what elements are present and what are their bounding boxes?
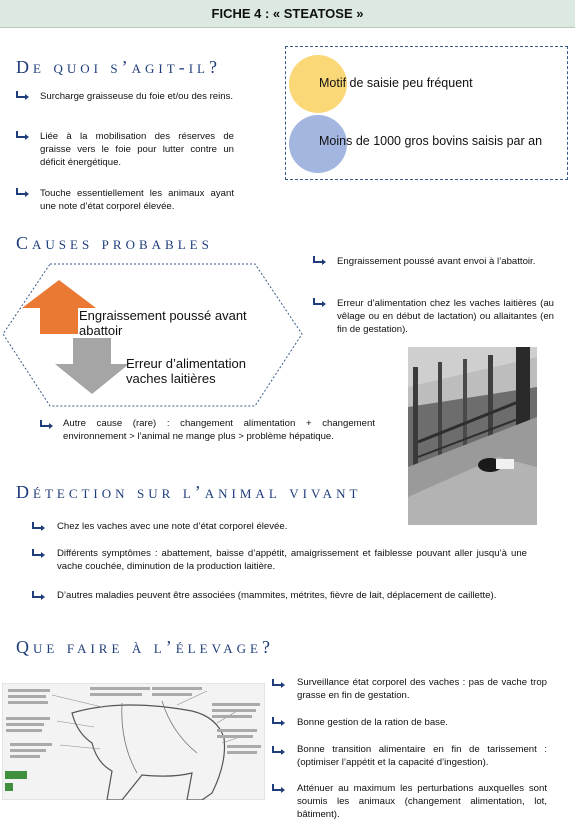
bullet-arrow-icon bbox=[313, 255, 327, 265]
detection-item-text: D’autres maladies peuvent être associées (mammites, métrites, fièvre de lait, déplacement de caillette). bbox=[57, 590, 497, 601]
todo-item-text: Surveillance état corporel des vaches : pas de vache trop grasse en fin de gestation. bbox=[297, 677, 547, 701]
cause-item-text: Erreur d’alimentation chez les vaches laitières (au vêlage ou en début de lactation) ou allaitantes (en fin de gestation). bbox=[337, 298, 554, 335]
bullet-arrow-icon bbox=[40, 419, 54, 429]
bullet-arrow-icon bbox=[16, 90, 30, 100]
cause-other-text: Autre cause (rare) : changement alimentation + changement environnement > l’animal ne mange plus > problème hépatique. bbox=[63, 418, 375, 442]
info-item-count: Moins de 1000 gros bovins saisis par an bbox=[319, 134, 543, 148]
page-title: FICHE 4 : « STEATOSE » bbox=[211, 6, 364, 21]
detection-item-text: Chez les vaches avec une note d’état corporel élevée. bbox=[57, 521, 288, 532]
bullet-arrow-icon bbox=[272, 783, 286, 793]
cause-item bbox=[337, 297, 554, 336]
todo-item bbox=[297, 743, 547, 769]
what-item bbox=[40, 187, 234, 213]
causes-up-label: Engraissement poussé avant abattoir bbox=[79, 308, 247, 338]
detection-item bbox=[57, 589, 527, 602]
bullet-arrow-icon bbox=[32, 548, 46, 558]
todo-item-text: Atténuer au maximum les perturbations auxquelles sont soumis les animaux (changement alimentation, lot, bâtiment). bbox=[297, 783, 547, 820]
section-heading-detection: Détection sur l’animal vivant bbox=[16, 482, 362, 502]
what-item-text: Touche essentiellement les animaux ayant une note d’état corporel élevée. bbox=[40, 188, 234, 212]
cause-item-text: Engraissement poussé avant envoi à l’abattoir. bbox=[337, 256, 536, 267]
causes-down-label: Erreur d’alimentation vaches laitières bbox=[126, 356, 246, 386]
bullet-arrow-icon bbox=[272, 745, 286, 755]
info-item-frequency: Motif de saisie peu fréquent bbox=[319, 76, 473, 90]
detection-item-text: Différents symptômes : abattement, baisse d’appétit, amaigrissement et faiblesse pouvant aller jusqu’à une vache couchée, diminution de la production laitière. bbox=[57, 548, 527, 572]
todo-item-text: Bonne transition alimentaire en fin de tarissement : (optimiser l’appétit et la capacité d’ingestion). bbox=[297, 744, 547, 768]
page-header bbox=[0, 0, 575, 28]
todo-item bbox=[297, 676, 547, 702]
todo-item bbox=[297, 782, 547, 821]
bullet-arrow-icon bbox=[313, 297, 327, 307]
detection-item bbox=[57, 520, 527, 533]
cause-other bbox=[63, 417, 375, 443]
bullet-arrow-icon bbox=[272, 678, 286, 688]
section-heading-todo: Que faire à l’élevage? bbox=[16, 637, 274, 657]
bullet-arrow-icon bbox=[16, 187, 30, 197]
barn-photo bbox=[408, 347, 537, 525]
cause-item bbox=[337, 255, 554, 268]
what-item bbox=[40, 130, 234, 169]
what-item bbox=[40, 90, 234, 103]
down-arrow-icon bbox=[55, 338, 129, 394]
detection-item bbox=[57, 547, 527, 573]
todo-item-text: Bonne gestion de la ration de base. bbox=[297, 717, 448, 728]
bullet-arrow-icon bbox=[32, 590, 46, 600]
what-item-text: Surcharge graisseuse du foie et/ou des reins. bbox=[40, 91, 234, 102]
cow-anatomy-figure bbox=[2, 683, 265, 800]
what-item-text: Liée à la mobilisation des réserves de graisse vers le foie pour lutter contre un déficit énergétique. bbox=[40, 131, 234, 168]
bullet-arrow-icon bbox=[272, 716, 286, 726]
section-heading-causes: Causes probables bbox=[16, 233, 213, 253]
section-heading-what: De quoi s’agit-il? bbox=[16, 57, 221, 77]
todo-item bbox=[297, 716, 547, 729]
bullet-arrow-icon bbox=[16, 130, 30, 140]
bullet-arrow-icon bbox=[32, 521, 46, 531]
